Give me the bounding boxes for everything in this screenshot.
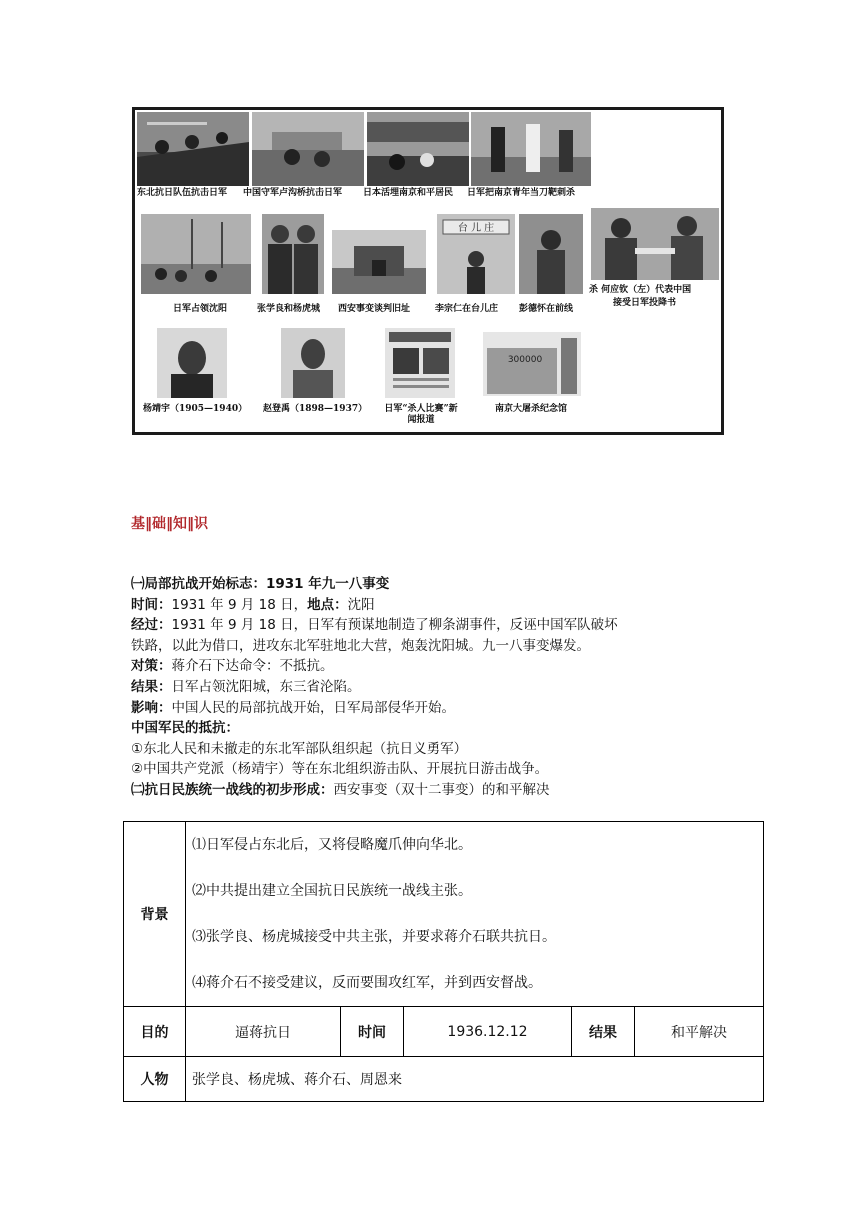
line-resistance-2: ②中国共产党派（杨靖宇）等在东北组织游击队、开展抗日游击战争。 [131, 761, 549, 778]
caption-shenyang: 日军占领沈阳 [173, 304, 228, 314]
caption-surrender-1: 杀 何应钦（左）代表中国 [589, 285, 692, 295]
background-item: ⑵中共提出建立全国抗日民族统一战线主张。 [192, 883, 472, 899]
photo-collage [132, 107, 724, 435]
photo-surrender [591, 208, 719, 280]
caption-peng-dehuai: 彭德怀在前线 [519, 304, 574, 314]
photo-xian-site [332, 230, 426, 294]
background-item: ⑴日军侵占东北后，又将侵略魔爪伸向华北。 [192, 837, 472, 853]
cell-background-items [186, 822, 764, 1007]
caption-nanjing-bayonet: 日军把南京青年当刀靶刺杀 [467, 188, 576, 198]
memorial-text: 300000 [507, 355, 543, 365]
caption-nanjing-buried: 日本活埋南京和平居民 [363, 188, 454, 198]
background-item: ⑷蒋介石不接受建议，反而要围攻红军，并到西安督战。 [192, 975, 542, 991]
photo-killing-contest-news [385, 328, 455, 398]
caption-xian-site: 西安事变谈判旧址 [338, 304, 411, 314]
row-background [124, 822, 764, 1007]
photo-peng-dehuai [519, 214, 583, 294]
caption-zhao-dengyu: 赵登禹（1898—1937） [263, 404, 368, 414]
cell-result-value: 和平解决 [635, 1007, 764, 1057]
photo-nanjing-buried [367, 112, 469, 186]
photo-zhang-yang [262, 214, 324, 294]
background-item: ⑶张学良、杨虎城接受中共主张，并要求蒋介石联共抗日。 [192, 929, 556, 945]
row-people [124, 1057, 764, 1102]
caption-killing-contest: 日军“杀人比赛”新闻报道 [384, 404, 458, 425]
caption-lugou: 中国守军卢沟桥抗击日军 [243, 188, 343, 198]
caption-li-zongren: 李宗仁在台儿庄 [435, 304, 499, 314]
caption-nanjing-memorial: 南京大屠杀纪念馆 [495, 404, 568, 414]
line-united-front: ㈡抗日民族统一战线的初步形成：西安事变（双十二事变）的和平解决 [131, 781, 550, 798]
cell-result-head: 结果 [572, 1007, 635, 1057]
line-process-cont: 铁路，以此为借口，进攻东北军驻地北大营，炮轰沈阳城。九一八事变爆发。 [131, 637, 590, 654]
line-resistance-1: ①东北人民和未撤走的东北军部队组织起（抗日义勇军） [131, 740, 468, 757]
photo-nanjing-bayonet [471, 112, 591, 186]
line-time-place: 时间：1931 年 9 月 18 日，地点：沈阳 [131, 596, 375, 613]
photo-taierzhuang [437, 214, 515, 294]
taierzhuang-sign-text: 台 儿 庄 [457, 223, 495, 234]
caption-yang-jingyu: 杨靖宇（1905—1940） [143, 404, 248, 414]
photo-zhao-dengyu [281, 328, 345, 398]
row-purpose [124, 1007, 764, 1057]
photo-shenyang-occupied [141, 214, 251, 294]
caption-zhang-yang: 张学良和杨虎城 [257, 304, 321, 314]
photo-yang-jingyu [157, 328, 227, 398]
line-start-marker: ㈠局部抗战开始标志：1931 年九一八事变 [131, 576, 390, 592]
line-process: 经过：1931 年 9 月 18 日，日军有预谋地制造了柳条湖事件，反诬中国军队破坏 [131, 617, 618, 634]
cell-people-value: 张学良、杨虎城、蒋介石、周恩来 [186, 1057, 764, 1102]
photo-lugou-bridge [252, 112, 364, 186]
line-resistance-heading: 中国军民的抵抗： [131, 720, 239, 737]
cell-background-head: 背景 [124, 822, 186, 1007]
cell-time-value: 1936.12.12 [404, 1007, 572, 1057]
photo-northeast-fighters [137, 112, 249, 186]
cell-time-head: 时间 [341, 1007, 404, 1057]
xian-incident-table [123, 821, 764, 1102]
cell-people-head: 人物 [124, 1057, 186, 1102]
knowledge-content [131, 574, 771, 801]
cell-purpose-value: 逼蒋抗日 [186, 1007, 341, 1057]
photo-nanjing-memorial [483, 332, 581, 396]
line-impact: 影响：中国人民的局部抗战开始，日军局部侵华开始。 [131, 699, 455, 716]
section-title: 基‖础‖知‖识 [131, 516, 208, 532]
caption-surrender-2: 接受日军投降书 [613, 298, 677, 308]
caption-northeast: 东北抗日队伍抗击日军 [137, 188, 228, 198]
cell-purpose-head: 目的 [124, 1007, 186, 1057]
line-policy: 对策：蒋介石下达命令：不抵抗。 [131, 658, 334, 675]
line-result: 结果：日军占领沈阳城，东三省沦陷。 [131, 678, 361, 695]
